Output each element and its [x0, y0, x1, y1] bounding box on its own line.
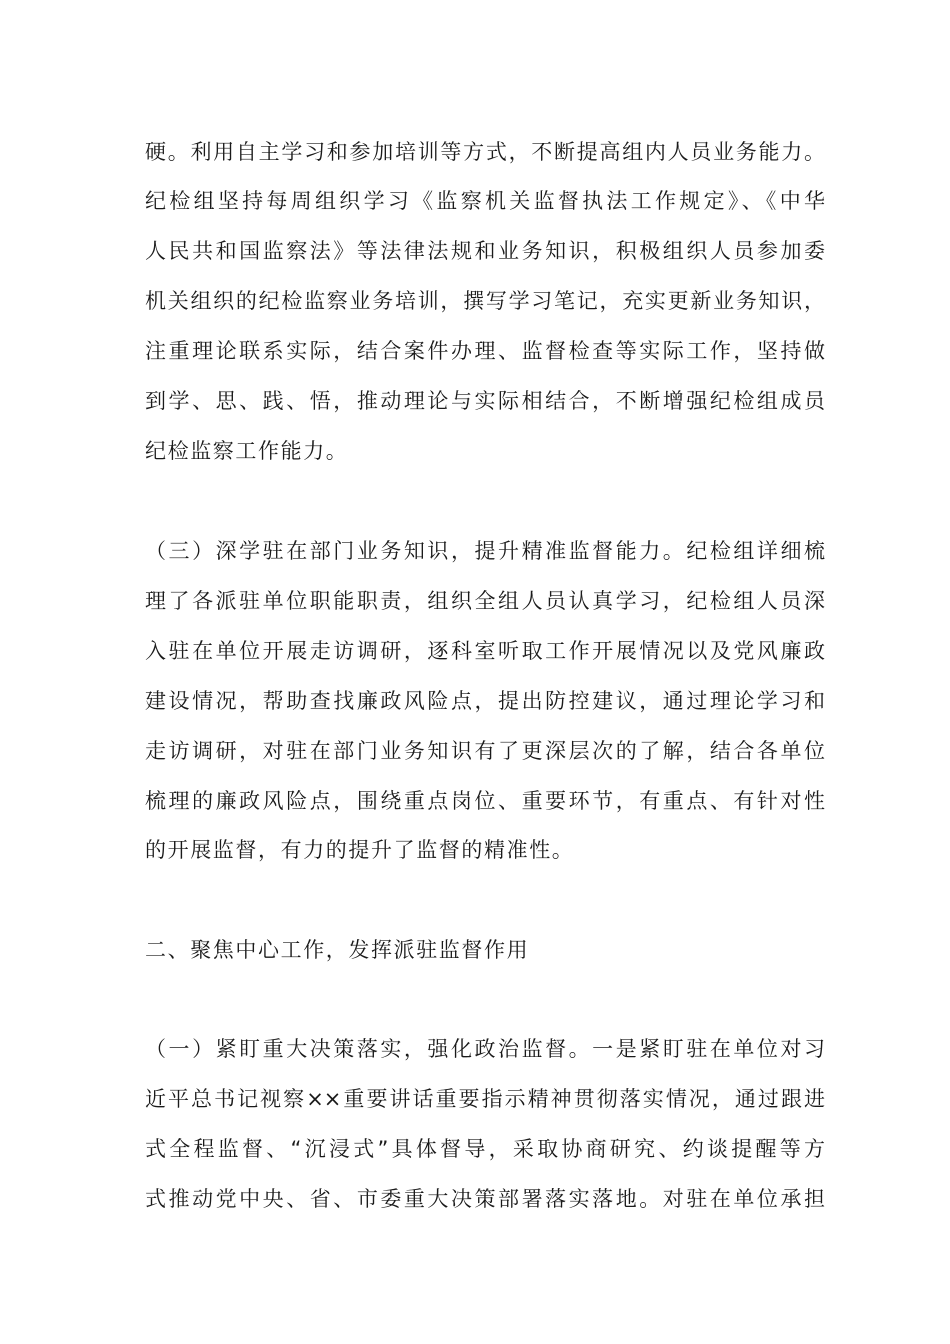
text-line: 纪检组坚持每周组织学习《监察机关监督执法工作规定》、《中华 — [145, 189, 825, 213]
text-line: 建设情况，帮助查找廉政风险点，提出防控建议，通过理论学习和 — [145, 689, 825, 713]
text-line: 人民共和国监察法》等法律法规和业务知识，积极组织人员参加委 — [145, 239, 825, 263]
text-line: 走访调研，对驻在部门业务知识有了更深层次的了解，结合各单位 — [145, 739, 825, 763]
text-line: 注重理论联系实际，结合案件办理、监督检查等实际工作，坚持做 — [145, 339, 825, 363]
text-line: 梳理的廉政风险点，围绕重点岗位、重要环节，有重点、有针对性 — [145, 789, 825, 813]
text-line: 近平总书记视察××重要讲话重要指示精神贯彻落实情况，通过跟进 — [145, 1087, 825, 1111]
text-line: （三）深学驻在部门业务知识，提升精准监督能力。纪检组详细梳 — [145, 539, 825, 563]
text-line: 硬。利用自主学习和参加培训等方式，不断提高组内人员业务能力。 — [145, 140, 825, 164]
text-line: （一）紧盯重大决策落实，强化政治监督。一是紧盯驻在单位对习 — [145, 1037, 825, 1061]
text-line: 纪检监察工作能力。 — [145, 439, 349, 463]
text-line: 入驻在单位开展走访调研，逐科室听取工作开展情况以及党风廉政 — [145, 639, 825, 663]
text-line: 机关组织的纪检监察业务培训，撰写学习笔记，充实更新业务知识， — [145, 289, 825, 313]
text-line: 理了各派驻单位职能职责，组织全组人员认真学习，纪检组人员深 — [145, 589, 825, 613]
text-line: 的开展监督，有力的提升了监督的精准性。 — [145, 838, 575, 862]
text-line: 式推动党中央、省、市委重大决策部署落实落地。对驻在单位承担 — [145, 1187, 825, 1211]
section-heading: 二、聚焦中心工作，发挥派驻监督作用 — [145, 938, 530, 962]
text-line: 式全程监督、“沉浸式”具体督导，采取协商研究、约谈提醒等方 — [145, 1137, 825, 1161]
text-line: 到学、思、践、悟，推动理论与实际相结合，不断增强纪检组成员 — [145, 389, 825, 413]
